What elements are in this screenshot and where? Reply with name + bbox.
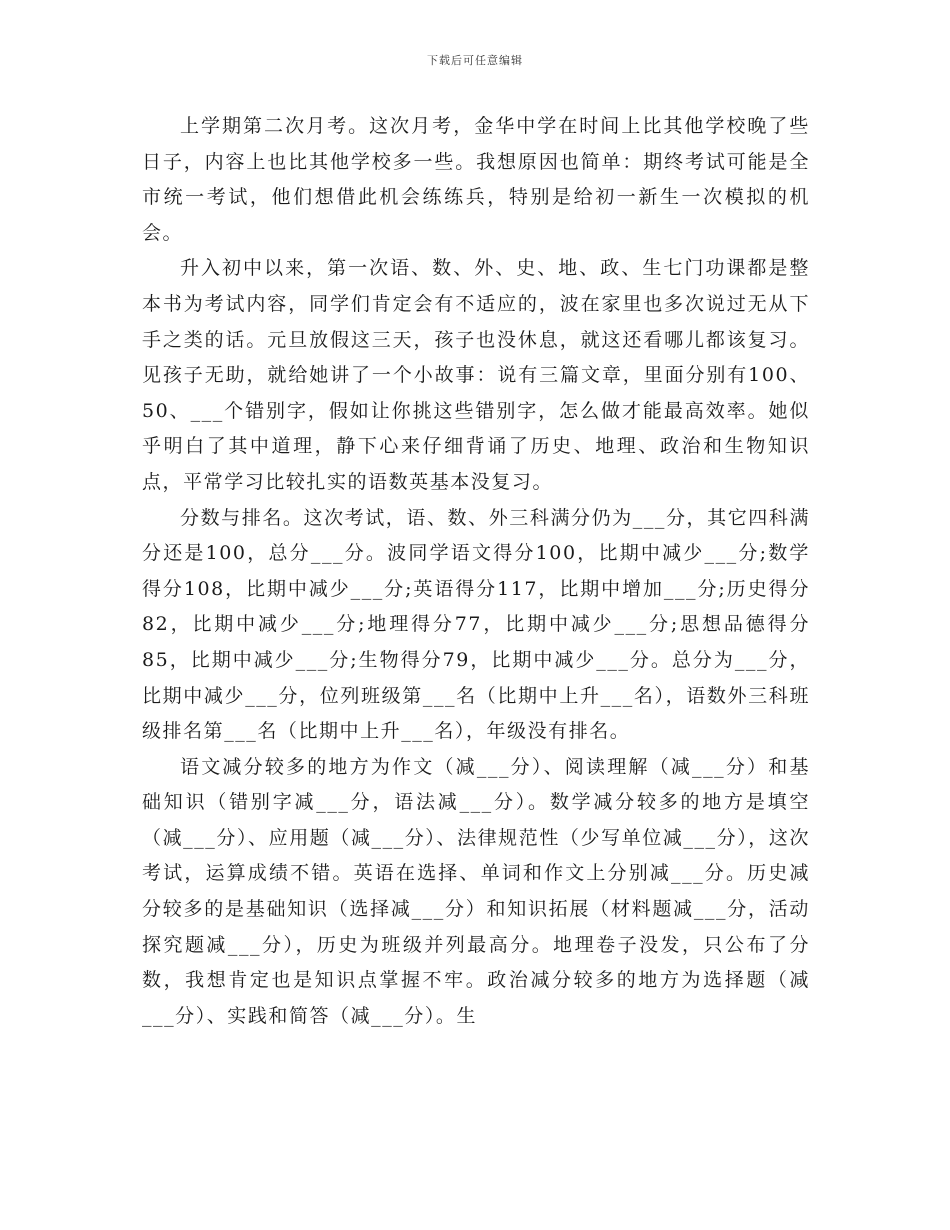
page-header: 下载后可任意编辑 xyxy=(427,54,523,67)
document-body xyxy=(142,109,810,1034)
paragraph-exam-intro: 上学期第二次月考。这次月考，金华中学在时间上比其他学校晚了些日子，内容上也比其他学校多一些。我想原因也简单：期终考试可能是全市统一考试，他们想借此机会练练兵，特别是给初一新生一次模拟的机会。 xyxy=(142,115,810,244)
paragraph-deductions: 语文减分较多的地方为作文（减___分）、阅读理解（减___分）和基础知识（错别字减___分，语法减___分）。数学减分较多的地方是填空（减___分）、应用题（减___分）、法律规范性（少写单位减___分），这次考试，运算成绩不错。英语在选择、单词和作文上分别减___分。历史减分较多的是基础知识（选择减___分）和知识拓展（材料题减___分，活动探究题减___分），历史为班级并列最高分。地理卷子没发，只公布了分数，我想肯定也是知识点掌握不牢。政治减分较多的地方为选择题（减___分）、实践和简答（减___分）。生 xyxy=(142,755,810,1027)
paragraph-review-story: 升入初中以来，第一次语、数、外、史、地、政、生七门功课都是整本书为考试内容，同学们肯定会有不适应的，波在家里也多次说过无从下手之类的话。元旦放假这三天，孩子也没休息，就这还看哪儿都该复习。见孩子无助，就给她讲了一个小故事：说有三篇文章，里面分别有100、50、___个错别字，假如让你挑这些错别字，怎么做才能最高效率。她似乎明白了其中道理，静下心来仔细背诵了历史、地理、政治和生物知识点，平常学习比较扎实的语数英基本没复习。 xyxy=(142,257,810,493)
paragraph-scores-ranking: 分数与排名。这次考试，语、数、外三科满分仍为___分，其它四科满分还是100，总分___分。波同学语文得分100，比期中减少___分;数学得分108，比期中减少___分;英语得分117，比期中增加___分;历史得分82，比期中减少___分;地理得分77，比期中减少___分;思想品德得分85，比期中减少___分;生物得分79，比期中减少___分。总分为___分，比期中减少___分，位列班级第___名（比期中上升___名），语数外三科班级排名第___名（比期中上升___名），年级没有排名。 xyxy=(142,506,810,743)
